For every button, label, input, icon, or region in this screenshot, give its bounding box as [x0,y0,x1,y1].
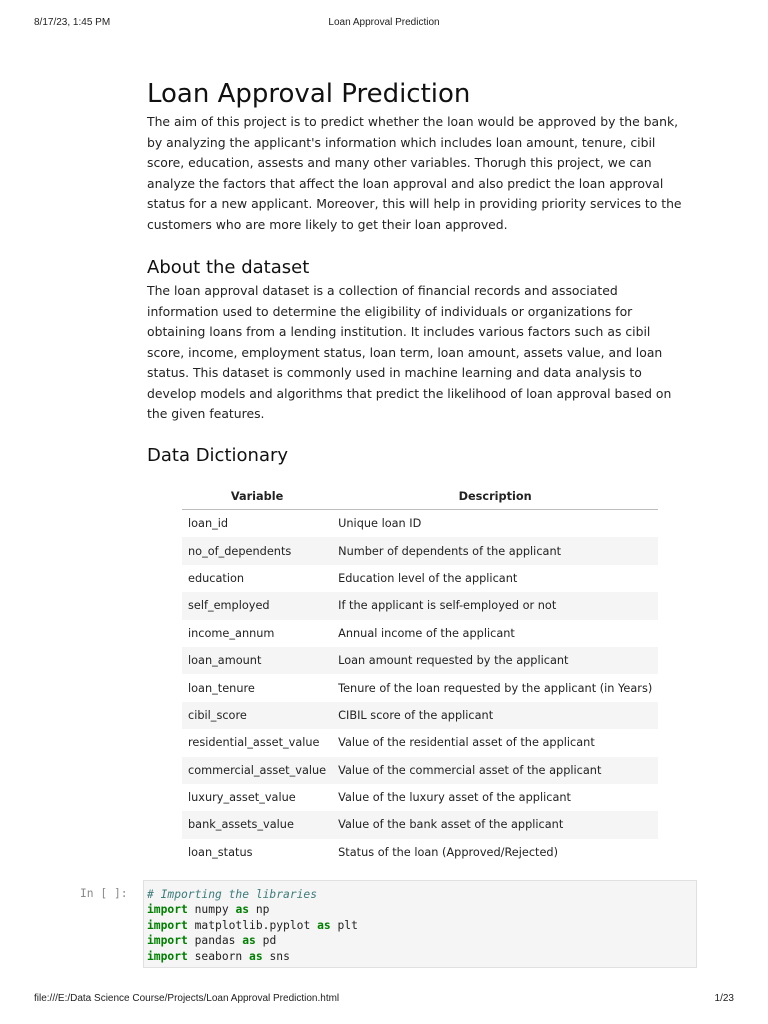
variable-cell: cibil_score [182,702,332,729]
column-header-variable: Variable [182,484,332,510]
variable-cell: self_employed [182,592,332,619]
description-cell: Value of the luxury asset of the applicant [338,791,571,805]
module-alias: sns [269,949,290,963]
table-row [182,674,658,701]
page-title: Loan Approval Prediction [147,79,471,109]
cell-prompt: In [ ]: [80,887,128,900]
description-cell: Loan amount requested by the applicant [332,647,658,674]
variable-cell: luxury_asset_value [188,791,296,805]
description-cell: CIBIL score of the applicant [332,702,658,729]
module-name: matplotlib.pyplot [194,918,311,932]
description-cell: Value of the bank asset of the applicant [332,811,658,838]
code-line [147,949,693,964]
notebook-content [147,76,687,469]
table-body [182,510,658,867]
description-cell: Annual income of the applicant [338,626,515,640]
variable-cell: loan_id [188,517,229,531]
variable-cell: residential_asset_value [188,736,320,750]
about-heading: About the dataset [147,257,310,278]
as-keyword: as [317,918,331,932]
table-row [182,537,658,564]
variable-cell: bank_assets_value [182,811,332,838]
variable-cell: loan_amount [182,647,332,674]
code-line [147,902,693,917]
code-import-lines [147,902,693,964]
print-page-number: 1/23 [714,993,734,1004]
description-cell: Education level of the applicant [338,571,518,585]
description-cell: Value of the residential asset of the applicant [338,736,595,750]
variable-cell: no_of_dependents [182,537,332,564]
variable-cell: commercial_asset_value [182,757,332,784]
table-row [182,784,658,811]
intro-paragraph: The aim of this project is to predict whether the loan would be approved by the bank, by analyzing the applicant's information which includes loan amount, tenure, cibil score, education, assests and many other variables. Thorugh this project, we can analyze the factors that affect the loan approval and also predict the loan approval status for a new applicant. Moreover, this will help in providing priority services to the customers who are more likely to get their loan approved. [147,114,682,232]
table-row [182,565,658,592]
column-header-description: Description [332,484,658,510]
description-cell: Status of the loan (Approved/Rejected) [338,845,558,859]
print-header [34,17,734,31]
data-dictionary-heading: Data Dictionary [147,444,289,466]
import-keyword: import [147,949,188,963]
about-paragraph: The loan approval dataset is a collection of financial records and associated information used to determine the eligibility of individuals or organizations for obtaining loans from a lending institution. It includes various factors such as cibil score, income, employment status, loan term, loan amount, assets value, and loan status. This dataset is commonly used in machine learning and data analysis to develop models and algorithms that predict the likelihood of loan approval based on the given features. [147,283,672,421]
table-row [182,839,658,866]
print-datetime: 8/17/23, 1:45 PM [34,17,111,28]
table-row [182,647,658,674]
as-keyword: as [235,903,250,917]
module-alias: plt [337,918,358,932]
import-keyword: import [147,918,188,932]
table-row [182,757,658,784]
description-cell: Unique loan ID [338,517,422,531]
variable-cell: education [188,571,245,585]
data-dictionary-table [182,484,658,866]
table-row [182,510,658,538]
as-keyword: as [249,949,263,963]
variable-cell: income_annum [188,626,275,640]
print-file-path: file:///E:/Data Science Course/Projects/Loan Approval Prediction.html [34,993,340,1004]
description-cell: Value of the commercial asset of the applicant [332,757,658,784]
as-keyword: as [242,934,256,948]
table-row [182,592,658,619]
variable-cell: loan_tenure [188,681,255,695]
module-name: seaborn [194,949,243,963]
table-row [182,620,658,647]
code-line [147,933,693,948]
description-cell: Tenure of the loan requested by the applicant (in Years) [338,681,653,695]
code-line [147,918,693,933]
table-row [182,729,658,756]
code-comment: # Importing the libraries [147,888,318,901]
variable-cell: loan_status [188,845,253,859]
print-footer [34,993,734,1007]
module-name: pandas [194,934,236,948]
import-keyword: import [147,934,188,948]
print-title: Loan Approval Prediction [328,17,440,28]
description-cell: If the applicant is self-employed or not [332,592,658,619]
import-keyword: import [147,903,188,917]
description-cell: Number of dependents of the applicant [332,537,658,564]
module-name: numpy [194,903,229,917]
module-alias: pd [262,934,277,948]
code-line [147,887,693,902]
table-header-row [182,484,658,510]
module-alias: np [255,903,270,917]
table-row [182,811,658,838]
table-row [182,702,658,729]
code-input[interactable] [143,880,697,968]
